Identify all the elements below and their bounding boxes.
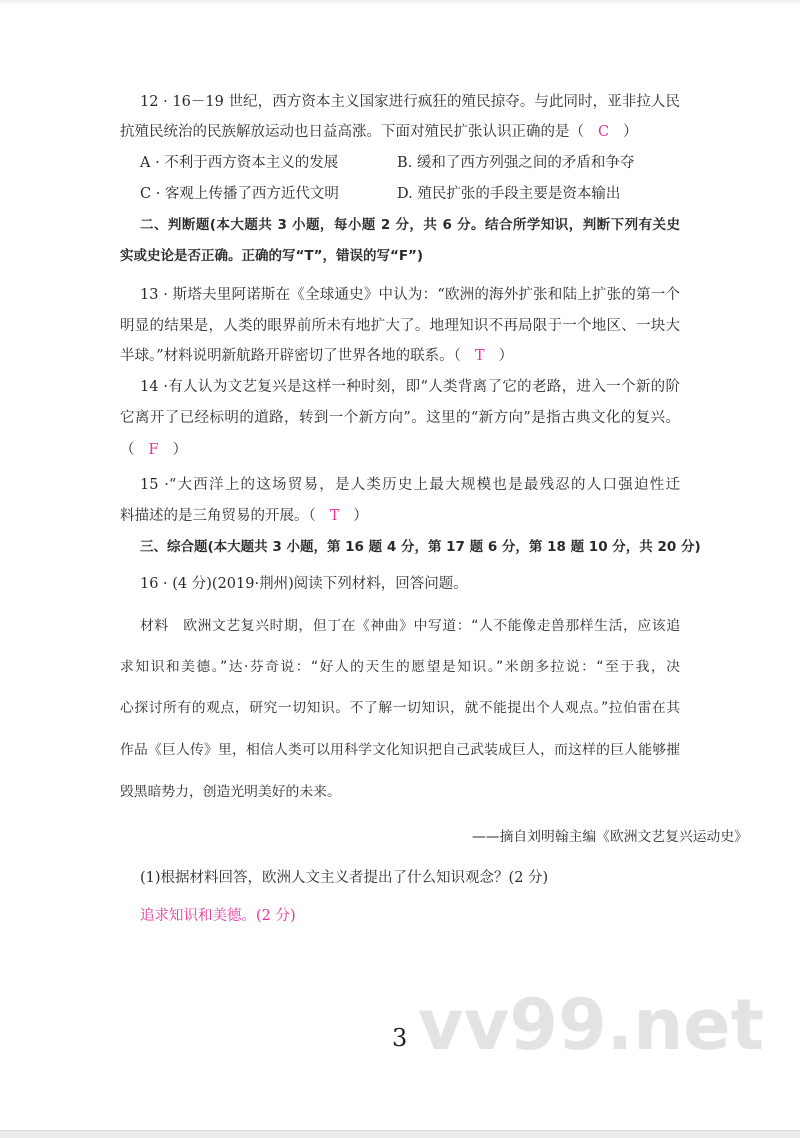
- option-d: [397, 184, 620, 204]
- line-text: C · 客观上传播了西方近代文明: [140, 186, 339, 202]
- answer-mark: T: [329, 508, 340, 524]
- line-text: ）: [172, 442, 188, 458]
- line-text: 16 · (4 分)(2019·荆州)阅读下列材料，回答问题。: [140, 576, 468, 592]
- line-text: 料描述的是三角贸易的开展。（: [120, 508, 316, 524]
- line-text: ）: [498, 348, 514, 364]
- question-12-line: [120, 122, 638, 142]
- line-text: 它离开了已经标明的道路，转到一个新方向”。这里的“新方向”是指古典文化的复兴。: [120, 410, 680, 426]
- line-text: ——摘自刘明翰主编《欧洲文艺复兴运动史》: [472, 829, 748, 845]
- question-12-line: [140, 92, 680, 112]
- question-14-line: [140, 377, 680, 397]
- question-13-line: [120, 346, 513, 366]
- answer-mark: T: [474, 348, 485, 364]
- material-line: [140, 616, 680, 636]
- line-text: ）: [623, 124, 638, 140]
- line-text: 明显的结果是，人类的眼界前所未有地扩大了。地理知识不再局限于一个地区、一块大: [120, 318, 680, 334]
- line-text: 求知识和美德。”达·芬奇说：“好人的天生的愿望是知识。”米朗多拉说：“至于我，决: [120, 659, 680, 675]
- material-source: [472, 827, 748, 847]
- material-line: [120, 657, 680, 677]
- question-14-line: [120, 408, 680, 428]
- page-number: 3: [392, 1024, 408, 1052]
- line-text: A · 不利于西方资本主义的发展: [140, 155, 339, 171]
- question-15-line: [120, 506, 368, 526]
- line-text: 作品《巨人传》里，相信人类可以用科学文化知识把自己武装成巨人，而这样的巨人能够摧: [120, 742, 680, 758]
- line-text: 15 ·“大西洋上的这场贸易，是人类历史上最大规模也是最残忍的人口强迫性迁: [140, 477, 680, 493]
- option-c: [140, 184, 339, 204]
- line-text: 材料 欧洲文艺复兴时期，但丁在《神曲》中写道：“人不能像走兽那样生活，应该追: [140, 618, 680, 634]
- line-text: 半球。”材料说明新航路开辟密切了世界各地的联系。（: [120, 348, 461, 364]
- line-text: B. 缓和了西方列强之间的矛盾和争夺: [397, 155, 635, 171]
- line-text: 13 · 斯塔夫里阿诺斯在《全球通史》中认为：“欧洲的海外扩张和陆上扩张的第一个: [140, 287, 680, 303]
- line-text: 14 ·有人认为文艺复兴是这样一种时刻，即“人类背离了它的老路，进入一个新的阶: [140, 379, 680, 395]
- question-13-line: [120, 316, 680, 336]
- answer-mark: F: [148, 442, 159, 458]
- watermark: vv99.net: [418, 984, 765, 1066]
- line-text: （: [120, 442, 135, 458]
- section-2-heading: [120, 246, 423, 266]
- question-13-line: [140, 285, 680, 305]
- material-line: [120, 698, 680, 718]
- line-text: 抗殖民统治的民族解放运动也日益高涨。下面对殖民扩张认识正确的是（: [120, 124, 584, 140]
- section-2-heading: [140, 215, 680, 235]
- material-line: [120, 740, 680, 760]
- line-text: D. 殖民扩张的手段主要是资本输出: [397, 186, 621, 202]
- option-b: [397, 153, 634, 173]
- line-text: 12 · 16－19 世纪，西方资本主义国家进行疯狂的殖民掠夺。与此同时，亚非拉人民: [140, 94, 680, 110]
- option-a: [140, 153, 338, 173]
- top-border: [0, 0, 800, 3]
- line-text: 心探讨所有的观点，研究一切知识。不了解一切知识，就不能提出个人观点。”拉伯雷在其: [120, 700, 680, 716]
- answer-mark: C: [598, 124, 610, 140]
- section-3-heading: [140, 537, 701, 557]
- question-14-line: [120, 440, 187, 460]
- material-line: [120, 782, 341, 802]
- line-text: 追求知识和美德。(2 分): [140, 908, 296, 924]
- line-text: ）: [353, 508, 368, 524]
- answer-text: [140, 906, 296, 926]
- line-text: 三、综合题(本大题共 3 小题，第 16 题 4 分，第 17 题 6 分，第 18 题 10 分，共 20 分): [140, 539, 701, 555]
- line-text: 二、判断题(本大题共 3 小题，每小题 2 分，共 6 分。结合所学知识，判断下列有关史: [140, 217, 680, 233]
- question-15-line: [140, 475, 680, 495]
- line-text: 实或史论是否正确。正确的写“T”，错误的写“F”): [120, 248, 424, 264]
- line-text: (1)根据材料回答，欧洲人文主义者提出了什么知识观念？(2 分): [140, 870, 549, 886]
- question-16-heading: [140, 574, 468, 594]
- line-text: 毁黑暗势力，创造光明美好的未来。: [120, 784, 341, 800]
- sub-question-1: [140, 868, 548, 888]
